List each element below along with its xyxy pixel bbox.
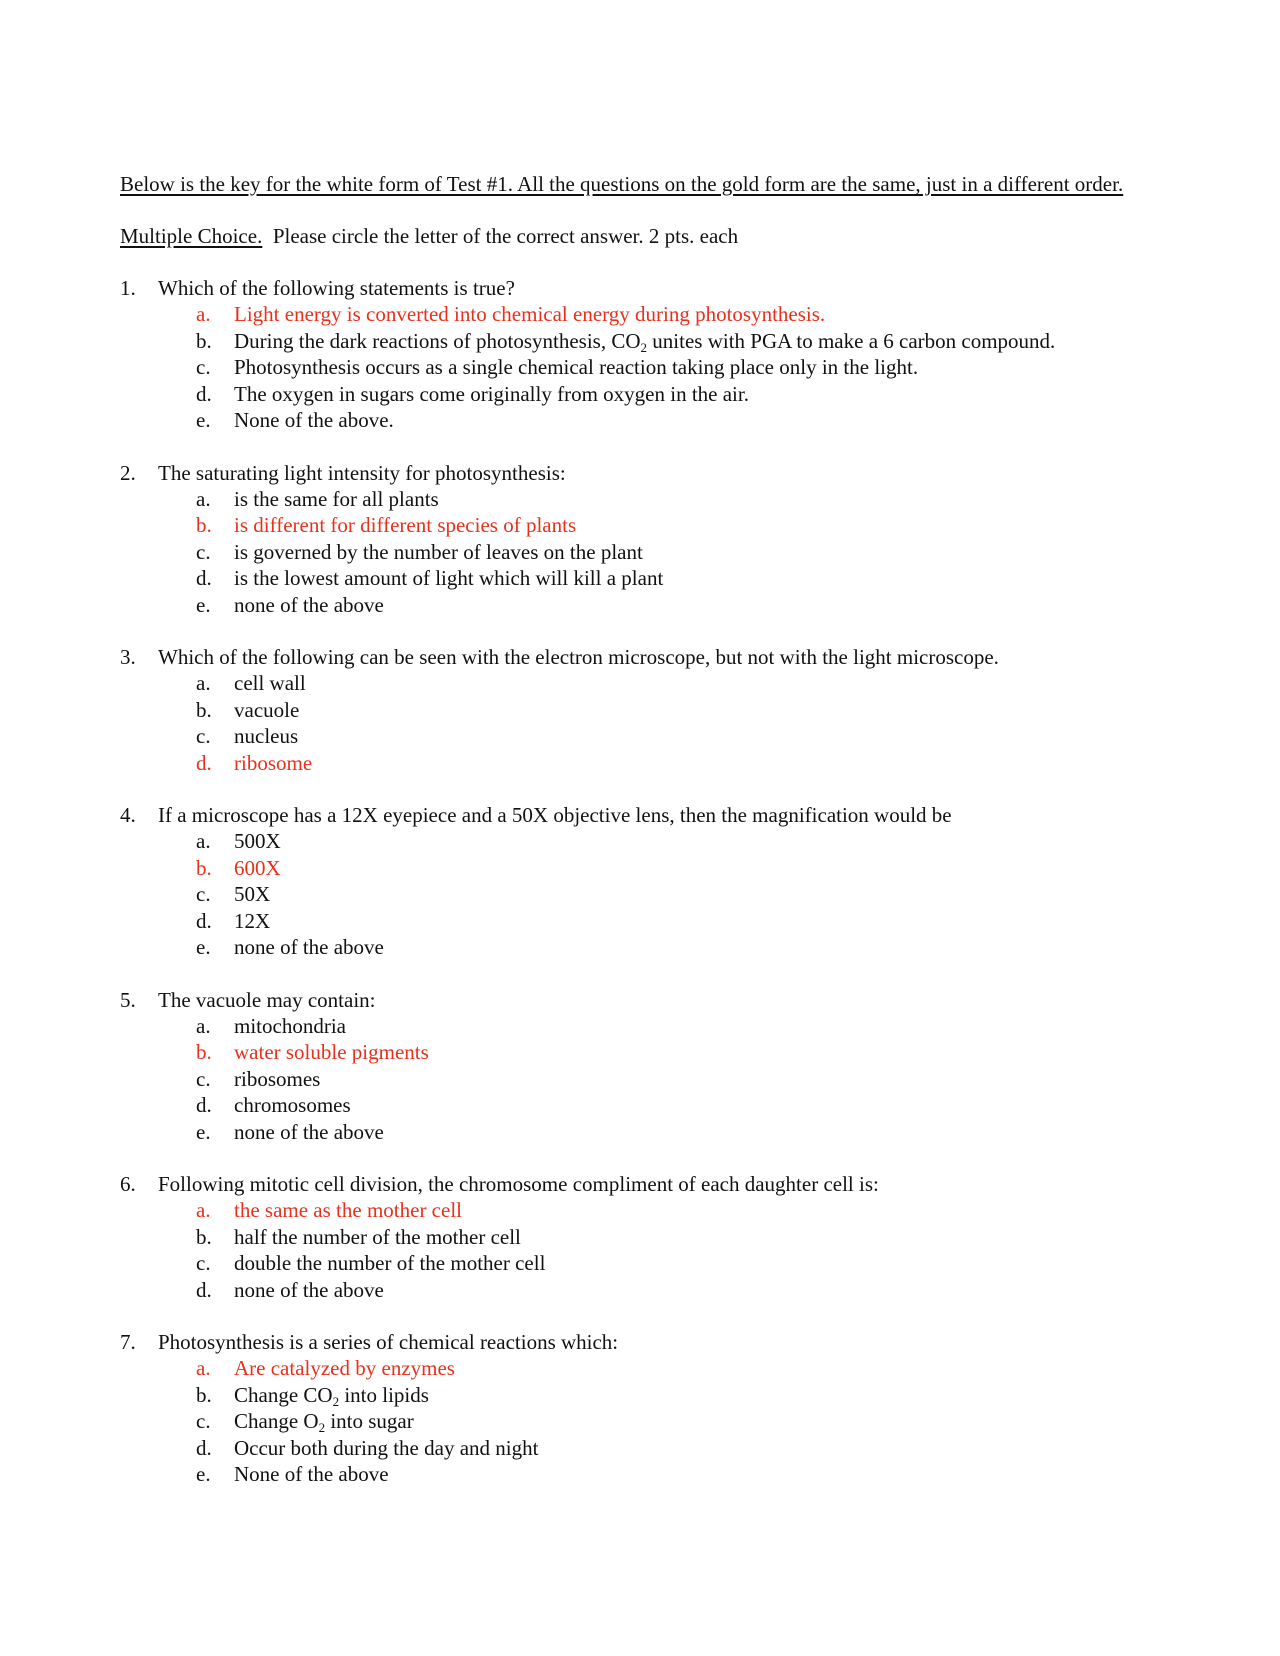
option <box>196 328 1160 355</box>
option-letter: a. <box>196 671 211 695</box>
question-7 <box>120 1329 1160 1488</box>
option-text: mitochondria <box>234 1013 346 1038</box>
option <box>196 934 1160 961</box>
option-text: is different for different species of plants <box>234 513 577 537</box>
option <box>196 1013 1160 1040</box>
option-letter: d. <box>196 908 212 933</box>
option <box>196 407 1160 434</box>
instructions-text: Please circle the letter of the correct answer. 2 pts. each <box>272 224 739 248</box>
question-number: 7. <box>120 1330 136 1354</box>
option-text-part: unites with PGA to make a 6 carbon compound. <box>647 328 1056 353</box>
option <box>196 881 1160 908</box>
option-text: double the number of the mother cell <box>234 1251 546 1275</box>
option-letter: e. <box>196 408 211 432</box>
option-text: nucleus <box>234 724 299 748</box>
option-text: is the lowest amount of light which will kill a plant <box>234 566 664 590</box>
option-text: None of the above <box>234 1462 389 1486</box>
option-letter: d. <box>196 1093 212 1117</box>
option-letter: b. <box>196 855 212 880</box>
option <box>196 1092 1160 1119</box>
answer-key-page <box>120 171 1160 1488</box>
option-letter: b. <box>196 513 212 537</box>
option-letter: e. <box>196 1119 211 1144</box>
option-text: none of the above <box>234 1277 384 1302</box>
option-letter: b. <box>196 328 212 353</box>
option-text-part: into sugar <box>325 1409 414 1433</box>
question-number: 6. <box>120 1172 136 1196</box>
option <box>196 1277 1160 1304</box>
option <box>196 486 1160 513</box>
question-text: The vacuole may contain: <box>158 987 376 1012</box>
subscript: 2 <box>640 339 648 355</box>
question-3 <box>120 644 1160 776</box>
option-text <box>234 1408 1160 1435</box>
option-text-part: During the dark reactions of photosynthesis, CO <box>234 328 641 353</box>
option-text <box>234 328 1160 355</box>
question-text: Following mitotic cell division, the chromosome compliment of each daughter cell is: <box>158 1172 879 1196</box>
option <box>196 1435 1160 1462</box>
option-text: none of the above <box>234 935 384 959</box>
question-text: The saturating light intensity for photosynthesis: <box>158 460 566 485</box>
subscript: 2 <box>332 1393 340 1409</box>
question-number: 5. <box>120 987 136 1012</box>
option <box>196 723 1160 750</box>
option <box>196 1224 1160 1251</box>
question-number: 4. <box>120 803 136 827</box>
option-letter: c. <box>196 539 211 564</box>
option-text <box>234 1382 1160 1409</box>
option <box>196 1066 1160 1093</box>
option-text: ribosomes <box>234 1066 321 1091</box>
option-text: Light energy is converted into chemical energy during photosynthesis. <box>234 302 826 326</box>
option <box>196 1408 1160 1435</box>
option-letter: b. <box>196 1382 212 1407</box>
option-letter: d. <box>196 381 212 406</box>
option <box>196 565 1160 592</box>
option-letter: c. <box>196 1066 211 1091</box>
option-text: Occur both during the day and night <box>234 1435 539 1460</box>
option <box>196 354 1160 381</box>
question-number: 3. <box>120 645 136 669</box>
question-text: Which of the following can be seen with the electron microscope, but not with the light microscope. <box>158 645 999 669</box>
option-letter: e. <box>196 1462 211 1486</box>
option-text-part: into lipids <box>339 1382 429 1407</box>
option-letter: b. <box>196 1224 212 1249</box>
option-letter: c. <box>196 1251 211 1275</box>
option-letter: b. <box>196 1040 212 1064</box>
option-text: 50X <box>234 882 271 906</box>
option-letter: a. <box>196 829 211 853</box>
option-text: chromosomes <box>234 1093 351 1117</box>
option <box>196 1250 1160 1277</box>
option-letter: d. <box>196 1435 212 1460</box>
instructions-line <box>120 223 1160 249</box>
option-text: ribosome <box>234 750 313 775</box>
option <box>196 828 1160 855</box>
option-text: None of the above. <box>234 408 394 432</box>
option <box>196 697 1160 724</box>
option-text: none of the above <box>234 1119 384 1144</box>
option <box>196 512 1160 539</box>
option <box>196 855 1160 882</box>
question-2 <box>120 460 1160 619</box>
option-text: half the number of the mother cell <box>234 1224 521 1249</box>
option-letter: e. <box>196 935 211 959</box>
option-text: The oxygen in sugars come originally from oxygen in the air. <box>234 381 749 406</box>
option-letter: a. <box>196 1013 211 1038</box>
question-number: 2. <box>120 460 136 485</box>
option-text: cell wall <box>234 671 306 695</box>
option-text: water soluble pigments <box>234 1040 429 1064</box>
option <box>196 592 1160 619</box>
option-letter: c. <box>196 355 211 379</box>
option-text: 12X <box>234 908 271 933</box>
option <box>196 1197 1160 1224</box>
question-text: If a microscope has a 12X eyepiece and a 50X objective lens, then the magnification would be <box>158 803 952 827</box>
option <box>196 750 1160 777</box>
option-letter: c. <box>196 882 211 906</box>
question-6 <box>120 1171 1160 1303</box>
question-text: Photosynthesis is a series of chemical reactions which: <box>158 1330 619 1354</box>
question-4 <box>120 802 1160 961</box>
option <box>196 670 1160 697</box>
option <box>196 1461 1160 1488</box>
option <box>196 908 1160 935</box>
option <box>196 1119 1160 1146</box>
option-letter: c. <box>196 1409 211 1433</box>
option-letter: d. <box>196 750 212 775</box>
option-text: vacuole <box>234 697 300 722</box>
option-letter: d. <box>196 1277 212 1302</box>
option-text-part: Change O <box>234 1409 319 1433</box>
intro-paragraph: Below is the key for the white form of Test #1. All the questions on the gold form are the same, just in a different order. <box>120 172 1124 196</box>
option-text: Photosynthesis occurs as a single chemical reaction taking place only in the light. <box>234 355 919 379</box>
option <box>196 381 1160 408</box>
option-text: Are catalyzed by enzymes <box>234 1356 455 1380</box>
option-letter: a. <box>196 486 211 511</box>
option-letter: a. <box>196 1198 211 1222</box>
option <box>196 1355 1160 1382</box>
question-1 <box>120 275 1160 434</box>
option-text: 500X <box>234 829 281 853</box>
option-text: none of the above <box>234 592 384 617</box>
option <box>196 1039 1160 1066</box>
option-letter: e. <box>196 592 211 617</box>
option-letter: a. <box>196 302 211 326</box>
subscript: 2 <box>318 1420 326 1435</box>
option <box>196 301 1160 328</box>
option-text: 600X <box>234 855 281 880</box>
option-letter: b. <box>196 697 212 722</box>
multiple-choice-heading: Multiple Choice. <box>120 224 263 248</box>
option-text: is governed by the number of leaves on the plant <box>234 539 643 564</box>
option-text-part: Change CO <box>234 1382 333 1407</box>
question-text: Which of the following statements is true? <box>158 276 515 300</box>
option-letter: c. <box>196 724 211 748</box>
option-text: is the same for all plants <box>234 486 439 511</box>
option-letter: a. <box>196 1356 211 1380</box>
option <box>196 1382 1160 1409</box>
question-5 <box>120 987 1160 1146</box>
option-text: the same as the mother cell <box>234 1198 462 1222</box>
question-number: 1. <box>120 276 136 300</box>
option <box>196 539 1160 566</box>
option-letter: d. <box>196 566 212 590</box>
